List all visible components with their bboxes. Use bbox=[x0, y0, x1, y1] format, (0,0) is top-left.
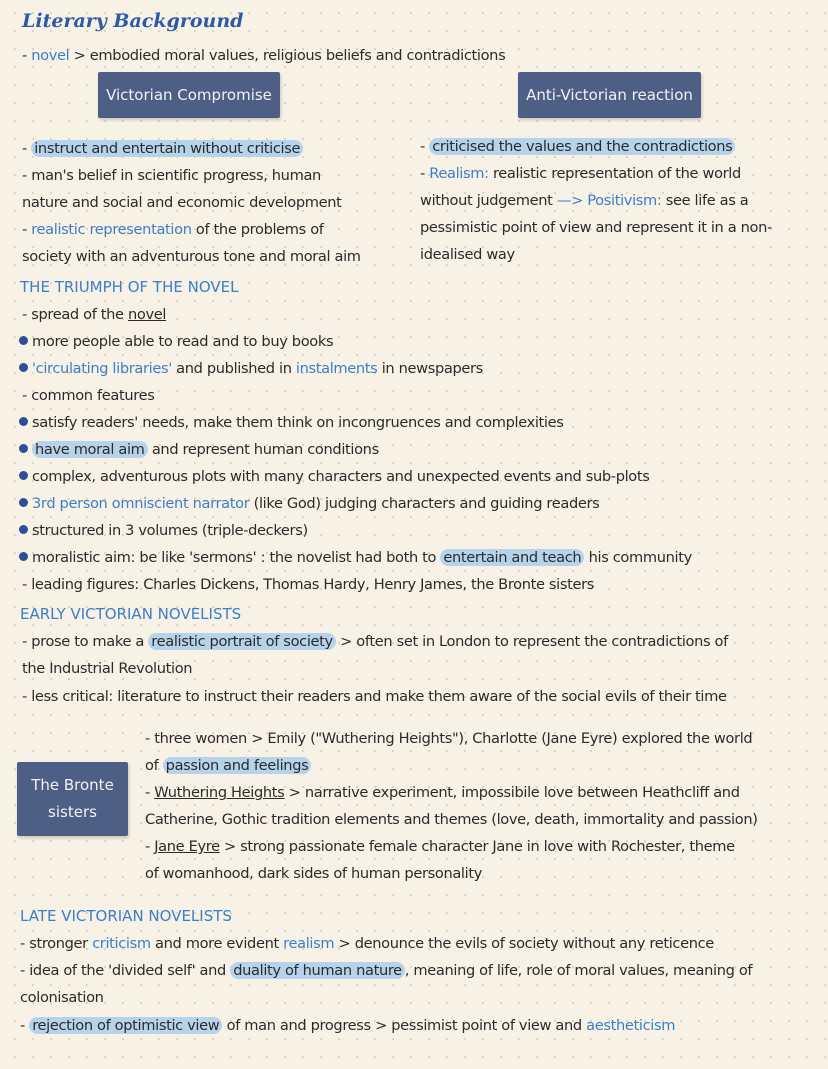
intro-novel: novel bbox=[31, 47, 70, 64]
bullet-dot bbox=[19, 471, 28, 480]
early-line-2: the Industrial Revolution bbox=[22, 660, 193, 677]
spread-text: - spread of the bbox=[22, 306, 128, 323]
bullet-3-text: satisfy readers' needs, make them think on incongruences and complexities bbox=[32, 414, 564, 431]
bronte-line-3 bbox=[145, 779, 740, 806]
highlight-realistic-portrait: realistic portrait of society bbox=[148, 633, 336, 650]
right-line-3 bbox=[420, 187, 748, 214]
highlight-rejection: rejection of optimistic view bbox=[29, 1017, 222, 1034]
bullet-7-text: structured in 3 volumes (triple-deckers) bbox=[32, 522, 308, 539]
bullet-dot bbox=[19, 336, 28, 345]
right-line-2 bbox=[420, 160, 741, 187]
leading-figures: - leading figures: Charles Dickens, Thomas Hardy, Henry James, the Bronte sisters bbox=[22, 576, 595, 593]
circulating-libraries-term: 'circulating libraries' bbox=[32, 360, 172, 377]
right-line-5: idealised way bbox=[420, 246, 515, 263]
highlight-instruct: instruct and entertain without criticise bbox=[31, 140, 303, 157]
bullet-5-text: complex, adventurous plots with many characters and unexpected events and sub-plots bbox=[32, 468, 650, 485]
late-line-1-b: and more evident bbox=[150, 935, 284, 952]
bullet-8 bbox=[32, 544, 692, 571]
highlight-passion-feelings: passion and feelings bbox=[163, 757, 312, 774]
late-line-1-a: - stronger bbox=[20, 935, 93, 952]
bronte-box-line-2: sisters bbox=[48, 803, 97, 821]
realism-term: Realism: bbox=[429, 165, 489, 182]
bronte-line-6: of womanhood, dark sides of human personality bbox=[145, 865, 483, 882]
bullet-dot bbox=[19, 525, 28, 534]
right-line-2-rest: realistic representation of the world bbox=[488, 165, 741, 182]
bullet-3 bbox=[32, 409, 564, 436]
bullet-2-mid: and published in bbox=[171, 360, 296, 377]
bullet-1 bbox=[32, 328, 333, 355]
bullet-4-rest: and represent human conditions bbox=[147, 441, 379, 458]
bronte-sisters-box bbox=[17, 762, 128, 836]
triumph-spread bbox=[22, 301, 166, 328]
wuthering-heights-underlined: Wuthering Heights bbox=[154, 784, 285, 801]
bullet-6-rest: (like God) judging characters and guiding readers bbox=[249, 495, 600, 512]
highlight-criticised: criticised the values and the contradictions bbox=[429, 138, 735, 155]
bullet-1-text: more people able to read and to buy books bbox=[32, 333, 334, 350]
bullet-8-a: moralistic aim: be like 'sermons' : the novelist had both to bbox=[32, 549, 441, 566]
dash: - bbox=[420, 138, 430, 155]
early-heading: EARLY VICTORIAN NOVELISTS bbox=[20, 605, 242, 623]
left-line-2: - man's belief in scientific progress, human bbox=[22, 167, 321, 184]
bronte-line-5 bbox=[145, 833, 735, 860]
common-features: - common features bbox=[22, 387, 155, 404]
left-line-3: nature and social and economic development bbox=[22, 194, 342, 211]
dash: - bbox=[20, 1017, 30, 1034]
early-line-3: - less critical: literature to instruct their readers and make them aware of the social evils of their time bbox=[22, 688, 727, 705]
anti-victorian-box: Anti-Victorian reaction bbox=[518, 72, 701, 118]
highlight-moral-aim: have moral aim bbox=[32, 441, 148, 458]
late-line-2-b: , meaning of life, role of moral values, meaning of bbox=[404, 962, 753, 979]
bronte-line-1: - three women > Emily ("Wuthering Heights"), Charlotte (Jane Eyre) explored the world bbox=[145, 730, 753, 747]
dash: - bbox=[145, 838, 155, 855]
left-line-1 bbox=[22, 135, 303, 162]
right-line-1 bbox=[420, 133, 735, 160]
intro-line bbox=[22, 42, 505, 69]
dash: - bbox=[145, 784, 155, 801]
bronte-line-5-rest: > strong passionate female character Jane in love with Rochester, theme bbox=[219, 838, 735, 855]
realistic-representation-term: realistic representation bbox=[31, 221, 192, 238]
dash: - bbox=[22, 221, 32, 238]
bronte-line-3-rest: > narrative experiment, impossibile love between Heathcliff and bbox=[284, 784, 740, 801]
late-line-3: colonisation bbox=[20, 989, 104, 1006]
bullet-dot bbox=[19, 444, 28, 453]
jane-eyre-underlined: Jane Eyre bbox=[154, 838, 220, 855]
bullet-dot bbox=[19, 417, 28, 426]
bullet-dot bbox=[19, 363, 28, 372]
late-line-2 bbox=[20, 957, 752, 984]
left-line-4-rest: of the problems of bbox=[191, 221, 324, 238]
narrator-term: 3rd person omniscient narrator bbox=[32, 495, 250, 512]
criticism-term: criticism bbox=[92, 935, 151, 952]
early-line-1-b: > often set in London to represent the contradictions of bbox=[335, 633, 728, 650]
aestheticism-term: aestheticism bbox=[586, 1017, 676, 1034]
right-line-3-b: see life as a bbox=[661, 192, 749, 209]
left-line-5: society with an adventurous tone and moral aim bbox=[22, 248, 361, 265]
intro-dash: - bbox=[22, 47, 32, 64]
dash: - bbox=[22, 140, 32, 157]
right-line-3-a: without judgement bbox=[420, 192, 557, 209]
instalments-term: instalments bbox=[295, 360, 378, 377]
dash: - bbox=[420, 165, 430, 182]
novel-underlined: novel bbox=[127, 306, 167, 323]
bronte-line-2-a: of bbox=[145, 757, 163, 774]
realism-term-late: realism bbox=[283, 935, 335, 952]
late-line-1 bbox=[20, 930, 714, 957]
late-line-4-b: of man and progress > pessimist point of view and bbox=[222, 1017, 587, 1034]
triumph-heading: THE TRIUMPH OF THE NOVEL bbox=[20, 278, 239, 296]
early-line-1-a: - prose to make a bbox=[22, 633, 149, 650]
positivism-term: —> Positivism: bbox=[556, 192, 662, 209]
left-line-4 bbox=[22, 216, 324, 243]
late-line-1-c: > denounce the evils of society without any reticence bbox=[334, 935, 714, 952]
late-heading: LATE VICTORIAN NOVELISTS bbox=[20, 907, 232, 925]
bullet-2 bbox=[32, 355, 483, 382]
bullet-dot bbox=[19, 552, 28, 561]
bullet-7 bbox=[32, 517, 308, 544]
late-line-4 bbox=[20, 1012, 675, 1039]
bullet-6 bbox=[32, 490, 599, 517]
bullet-8-b: his community bbox=[584, 549, 692, 566]
page-title: Literary Background bbox=[22, 10, 244, 32]
highlight-entertain-teach: entertain and teach bbox=[440, 549, 584, 566]
early-line-1 bbox=[22, 628, 728, 655]
bullet-4 bbox=[32, 436, 379, 463]
bullet-2-end: in newspapers bbox=[377, 360, 483, 377]
highlight-duality: duality of human nature bbox=[230, 962, 405, 979]
intro-rest: > embodied moral values, religious beliefs and contradictions bbox=[69, 47, 506, 64]
bronte-line-2 bbox=[145, 752, 311, 779]
right-line-4: pessimistic point of view and represent it in a non- bbox=[420, 219, 772, 236]
bronte-box-line-1: The Bronte bbox=[31, 776, 114, 794]
bullet-5 bbox=[32, 463, 650, 490]
late-line-2-a: - idea of the 'divided self' and bbox=[20, 962, 231, 979]
bronte-line-4: Catherine, Gothic tradition elements and themes (love, death, immortality and passion) bbox=[145, 811, 758, 828]
bullet-dot bbox=[19, 498, 28, 507]
victorian-compromise-box: Victorian Compromise bbox=[98, 72, 280, 118]
